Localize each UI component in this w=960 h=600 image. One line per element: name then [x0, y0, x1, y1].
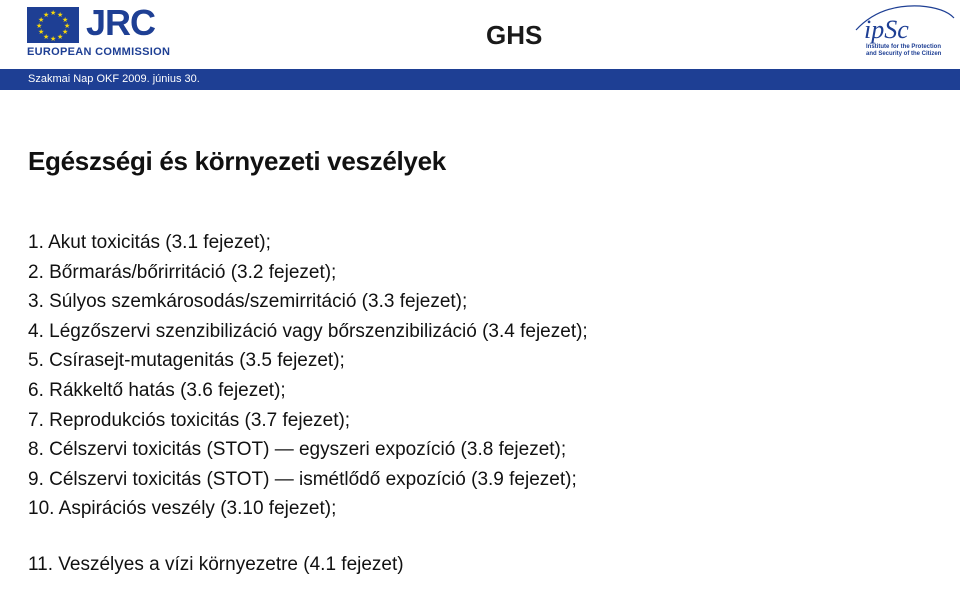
ipsc-caption [866, 44, 958, 58]
list-item: 8. Célszervi toxicitás (STOT) — egyszeri expozíció (3.8 fejezet); [28, 439, 567, 461]
event-date-label: Szakmai Nap OKF 2009. június 30. [28, 73, 200, 85]
slide-header-title: GHS [486, 20, 543, 50]
list-item: 1. Akut toxicitás (3.1 fejezet); [28, 232, 271, 253]
ipsc-logo-text: ipSc [864, 15, 909, 44]
list-item: 3. Súlyos szemkárosodás/szemirritáció (3.3 fejezet); [28, 291, 468, 313]
ipsc-caption-line2: and Security of the Citizen [866, 51, 942, 57]
list-item: 7. Reprodukciós toxicitás (3.7 fejezet); [28, 409, 351, 431]
ipsc-caption-line1: Institute for the Protection [866, 44, 941, 50]
hazard-list [28, 228, 588, 580]
european-commission-label: EUROPEAN COMMISSION [27, 46, 171, 58]
footer-info-bar [0, 69, 960, 90]
list-item: 4. Légzőszervi szenzibilizáció vagy bőrszenzibilizáció (3.4 fejezet); [28, 320, 588, 342]
list-item: 6. Rákkeltő hatás (3.6 fejezet); [28, 379, 286, 401]
eu-flag-icon: ★ ★ ★ ★ ★ ★ ★ ★ ★ ★ ★ ★ [27, 7, 79, 43]
slide-header [0, 0, 960, 70]
list-item: 11. Veszélyes a vízi környezetre (4.1 fejezet) [28, 553, 404, 575]
list-item: 2. Bőrmarás/bőrirritáció (3.2 fejezet); [28, 261, 337, 283]
page-title: Egészségi és környezeti veszélyek [28, 146, 446, 176]
jrc-logo: JRC [86, 2, 156, 43]
list-item: 5. Csírasejt-mutagenitás (3.5 fejezet); [28, 350, 345, 372]
list-item: 9. Célszervi toxicitás (STOT) — ismétlődő expozíció (3.9 fejezet); [28, 468, 577, 490]
list-item: 10. Aspirációs veszély (3.10 fejezet); [28, 498, 337, 520]
